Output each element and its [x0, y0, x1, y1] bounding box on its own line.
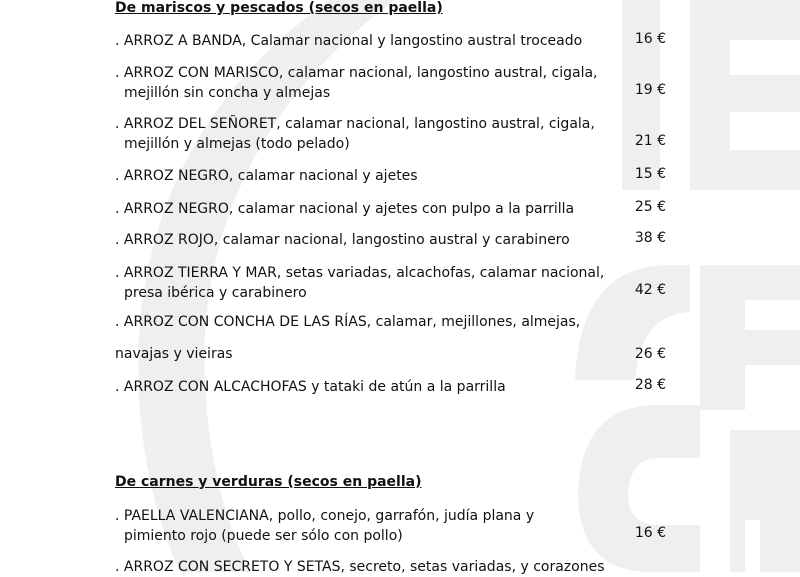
menu-item-arroz-del-senoret	[115, 114, 625, 154]
menu-item-arroz-secreto-setas	[115, 557, 625, 577]
menu-item-price: 16 €	[634, 525, 666, 541]
menu-item-price: 42 €	[634, 282, 666, 298]
menu-item-price: 28 €	[634, 377, 666, 393]
menu-item-description: . ARROZ DEL SEÑORET, calamar nacional, langostino austral, cigala,	[115, 116, 595, 132]
menu-item-arroz-con-marisco	[115, 63, 625, 103]
menu-item-description-cont: presa ibérica y carabinero	[124, 285, 307, 301]
menu-item-arroz-tierra-y-mar	[115, 263, 625, 303]
menu-item-price: 19 €	[634, 82, 666, 98]
section-heading-carnes: De carnes y verduras (secos en paella)	[115, 474, 422, 490]
menu-item-arroz-a-banda	[115, 31, 625, 51]
menu-item-description: . ARROZ A BANDA, Calamar nacional y langostino austral troceado	[115, 33, 583, 49]
menu-item-description: . ARROZ CON MARISCO, calamar nacional, langostino austral, cigala,	[115, 65, 598, 81]
menu-item-description-cont: pimiento rojo (puede ser sólo con pollo)	[124, 528, 403, 544]
menu-item-arroz-concha-rias: . ARROZ CON CONCHA DE LAS RÍAS, calamar, mejillones, almejas,	[115, 314, 581, 330]
menu-item-price: 15 €	[634, 166, 666, 182]
menu-item-description-cont: mejillón y almejas (todo pelado)	[124, 136, 350, 152]
menu-item-arroz-negro-pulpo	[115, 199, 625, 219]
menu-item-paella-valenciana	[115, 506, 625, 546]
menu-item-arroz-alcachofas	[115, 377, 625, 397]
menu-item-price: 26 €	[634, 346, 666, 362]
menu-item-price: 38 €	[634, 230, 666, 246]
menu-item-description-cont: navajas y vieiras	[115, 346, 233, 362]
menu-item-description: . ARROZ ROJO, calamar nacional, langostino austral y carabinero	[115, 232, 570, 248]
menu-item-description: . ARROZ NEGRO, calamar nacional y ajetes con pulpo a la parrilla	[115, 201, 575, 217]
menu-item-arroz-negro	[115, 166, 625, 186]
menu-item-description: . ARROZ NEGRO, calamar nacional y ajetes	[115, 168, 418, 184]
menu-item-price: 21 €	[634, 133, 666, 149]
menu-item-description: . PAELLA VALENCIANA, pollo, conejo, garrafón, judía plana y	[115, 508, 535, 524]
menu-item-description: . ARROZ CON SECRETO Y SETAS, secreto, setas variadas, y corazones	[115, 559, 605, 575]
menu-item-price: 25 €	[634, 199, 666, 215]
menu-item-description-cont: mejillón sin concha y almejas	[124, 85, 331, 101]
section-heading-mariscos: De mariscos y pescados (secos en paella)	[115, 0, 443, 16]
menu-item-arroz-rojo	[115, 230, 625, 250]
menu-item-price: 16 €	[634, 31, 666, 47]
menu-item-description: . ARROZ CON ALCACHOFAS y tataki de atún a la parrilla	[115, 379, 506, 395]
menu-item-description: . ARROZ TIERRA Y MAR, setas variadas, alcachofas, calamar nacional,	[115, 265, 605, 281]
